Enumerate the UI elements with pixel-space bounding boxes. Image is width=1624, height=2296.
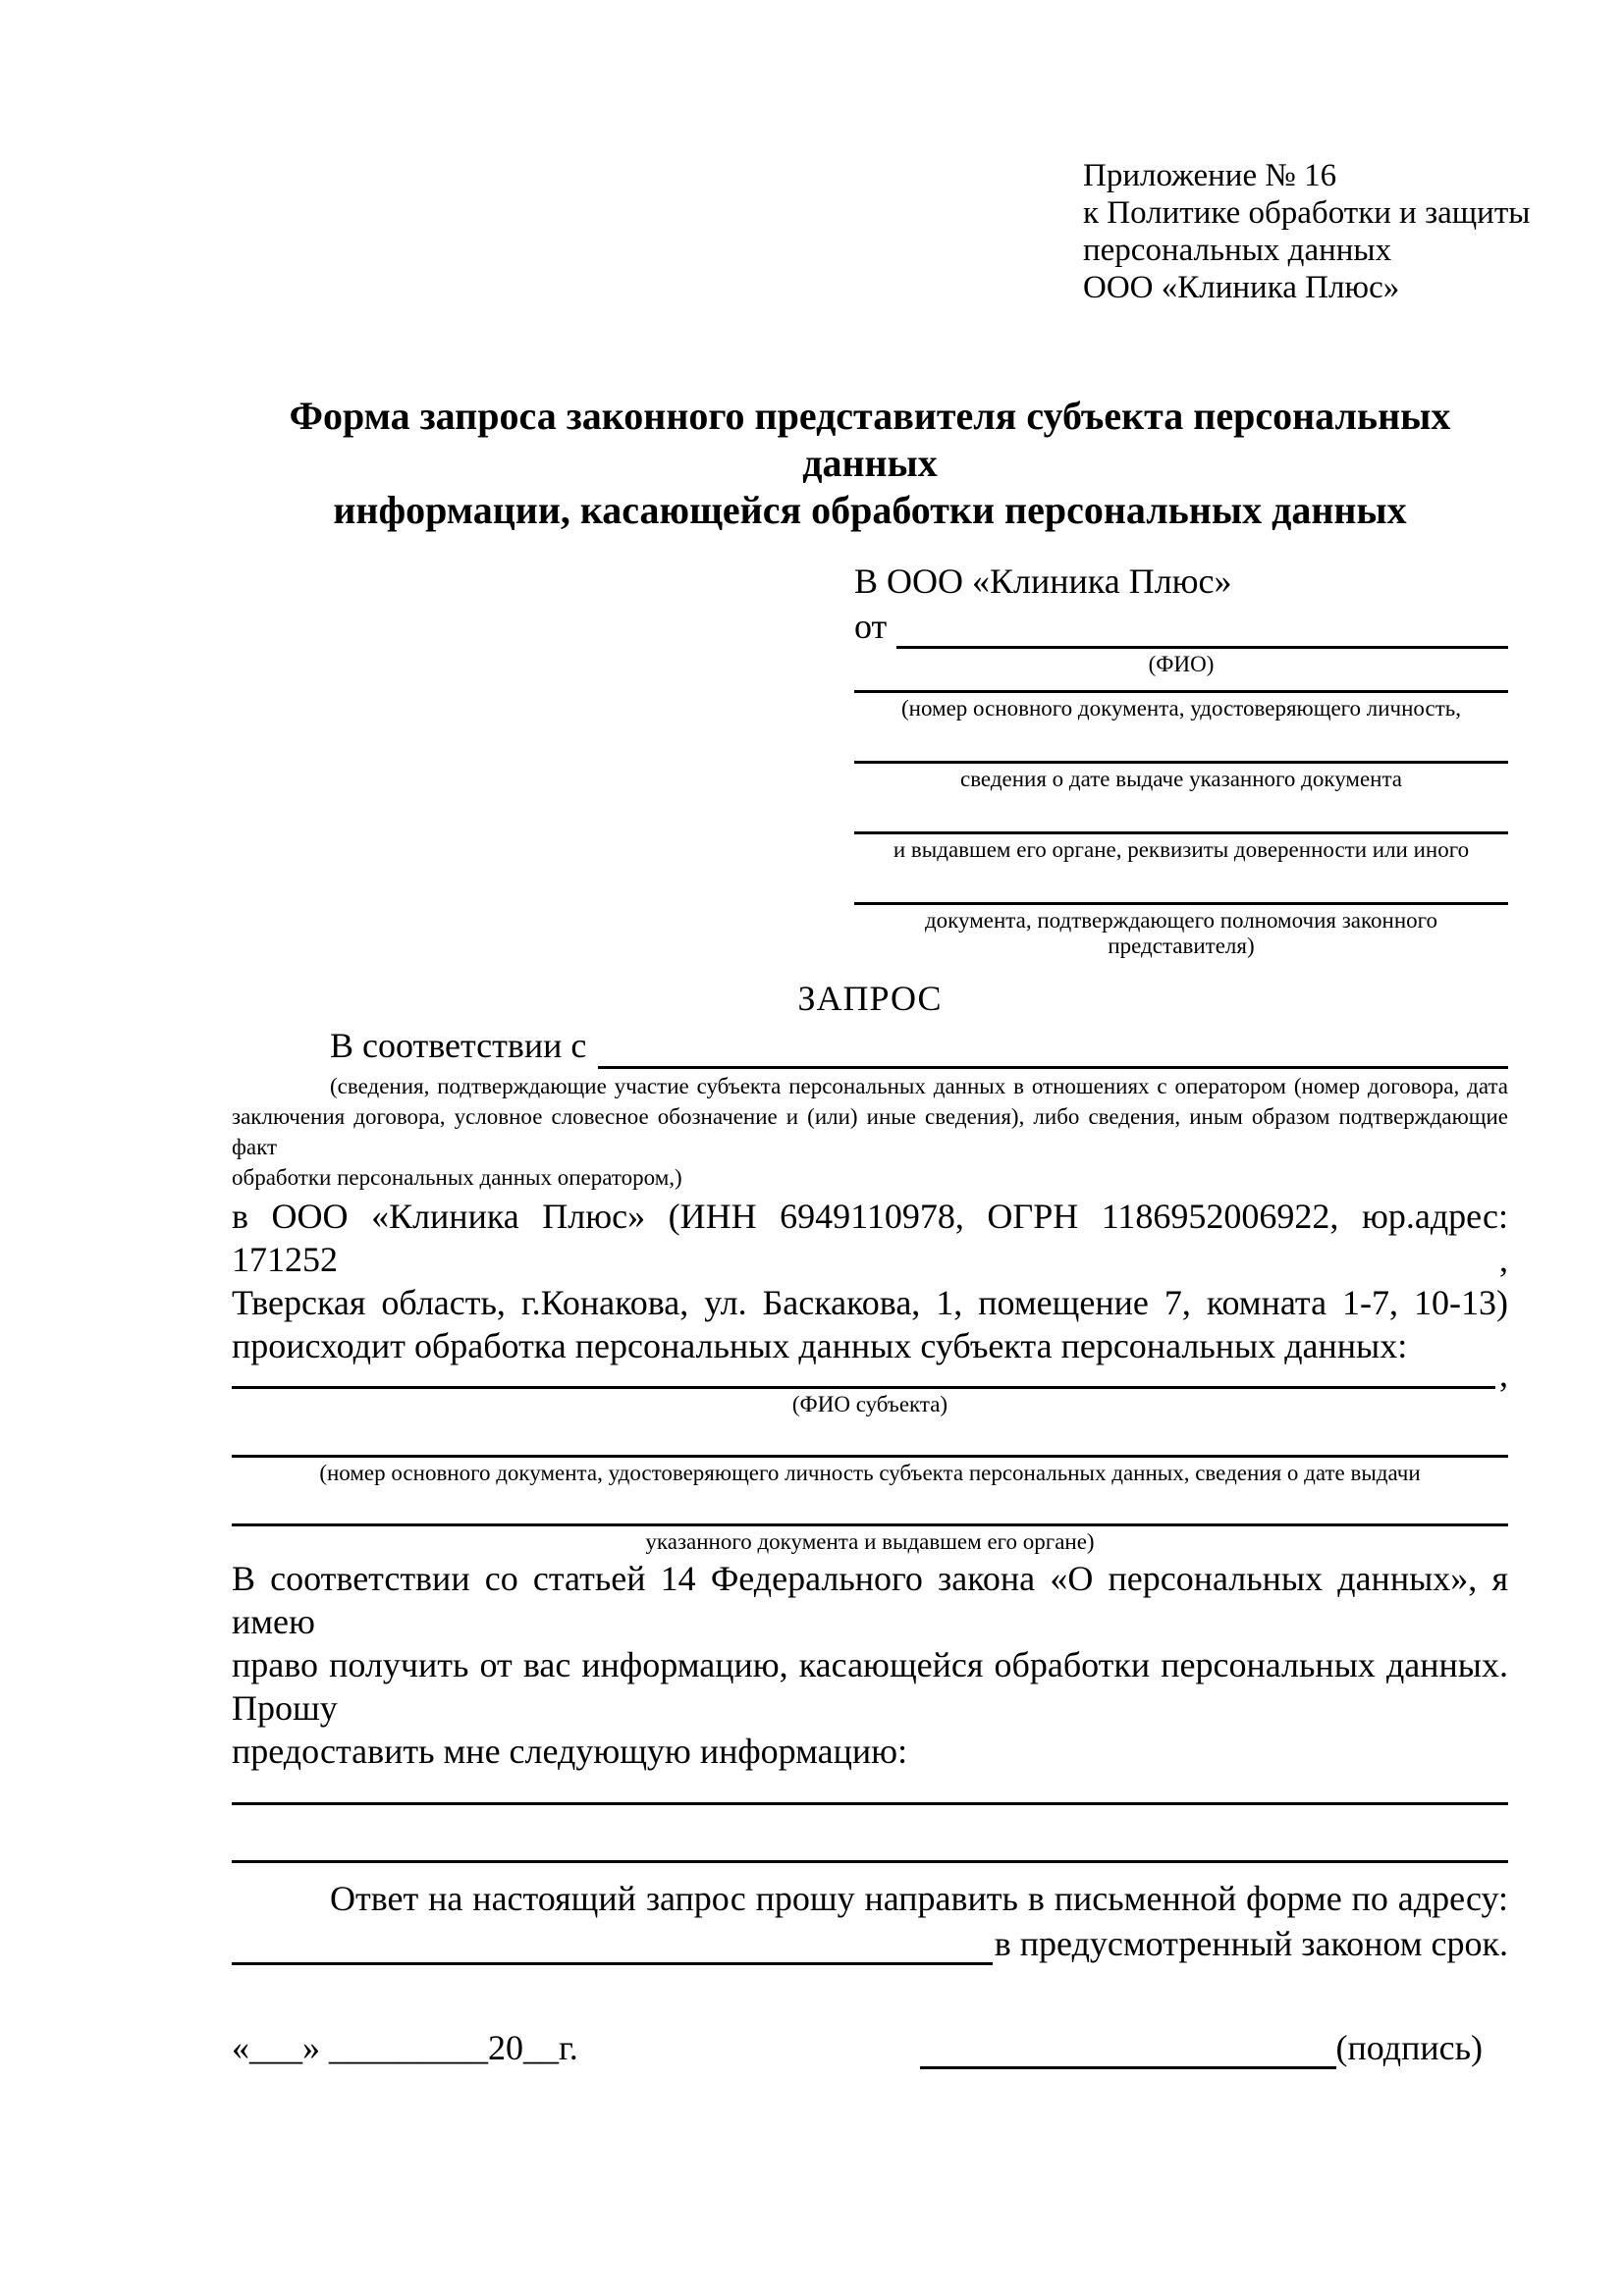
representative-fio-blank-line[interactable] — [896, 605, 1508, 649]
form-title — [232, 393, 1508, 534]
operator-paragraph-line-2: Тверская область, г.Конакова, ул. Баскакова, 1, помещение 7, комната 1-7, 10-13) — [232, 1283, 1508, 1322]
representative-doc-blank-line-3[interactable] — [854, 792, 1508, 834]
accordance-blank-line[interactable] — [598, 1024, 1508, 1069]
representative-doc-blank-line-1[interactable] — [854, 677, 1508, 693]
operator-paragraph-line-3: происходит обработка персональных данных субъекта персональных данных: — [232, 1326, 1408, 1365]
subject-doc-caption-2: указанного документа и выдавшем его органе) — [645, 1529, 1095, 1554]
form-title-line-2: информации, касающейся обработки персональных данных — [333, 488, 1407, 532]
reply-address-blank-line[interactable] — [232, 1962, 993, 1965]
appendix-header — [1083, 157, 1530, 306]
request-heading: ЗАПРОС — [797, 979, 943, 1018]
subject-fio-row — [232, 1355, 1508, 1394]
appendix-header-line-1: Приложение № 16 — [1083, 158, 1337, 193]
representative-doc-blank-line-4[interactable] — [854, 863, 1508, 905]
reply-deadline-text: в предусмотренный законом срок. — [994, 1924, 1508, 1963]
accordance-caption-line-2: заключения договора, условное словесное обозначение и (или) иные сведения), либо сведения, иным образом подтверждающие факт — [232, 1104, 1508, 1159]
fio-caption: (ФИО) — [1148, 652, 1215, 676]
info-blank-line-2[interactable] — [232, 1860, 1508, 1863]
representative-doc-blank-line-2[interactable] — [854, 721, 1508, 764]
addressee-block — [854, 560, 1508, 959]
operator-paragraph — [232, 1195, 1508, 1367]
accordance-caption — [232, 1071, 1508, 1193]
signature-caption: (подпись) — [1335, 2028, 1483, 2067]
representative-doc-caption-2: сведения о дате выдаче указанного документа — [959, 767, 1403, 791]
reply-address-row — [232, 1920, 1508, 1965]
law-paragraph-line-3: предоставить мне следующую информацию: — [232, 1732, 908, 1771]
representative-doc-caption-4: документа, подтверждающего полномочия законного представителя) — [924, 908, 1437, 958]
subject-doc-caption-1: (номер основного документа, удостоверяющего личность субъекта персональных данных, сведения о дате выдачи — [319, 1461, 1421, 1485]
from-label: от — [854, 607, 888, 646]
info-blank-line-1[interactable] — [232, 1802, 1508, 1805]
accordance-caption-line-3: обработки персональных данных оператором,) — [232, 1165, 682, 1190]
operator-paragraph-line-1: в ООО «Клиника Плюс» (ИНН 6949110978, ОГРН 1186952006922, юр.адрес: 171252 , — [232, 1197, 1508, 1279]
footer-row — [232, 2026, 1508, 2069]
subject-fio-blank-line[interactable] — [232, 1367, 1495, 1389]
from-row — [854, 605, 1508, 649]
addressee-company: В ООО «Клиника Плюс» — [854, 561, 1232, 601]
appendix-header-line-2: к Политике обработки и защиты — [1083, 195, 1531, 231]
signature-group — [920, 2026, 1483, 2069]
reply-address-text: Ответ на настоящий запрос прошу направить в письменной форме по адресу: — [330, 1879, 1508, 1918]
subject-doc-blank-line-1[interactable] — [232, 1417, 1508, 1458]
trailing-comma: , — [1499, 1355, 1508, 1394]
subject-fio-caption: (ФИО субъекта) — [791, 1392, 948, 1416]
accordance-row — [232, 1024, 1508, 1069]
date-field[interactable]: «___» _________20__г. — [232, 2028, 578, 2067]
signature-blank-line[interactable] — [920, 2027, 1336, 2069]
subject-doc-blank-line-2[interactable] — [232, 1486, 1508, 1526]
representative-doc-caption-1: (номер основного документа, удостоверяющего личность, — [900, 696, 1461, 721]
law-paragraph-line-2: право получить от вас информацию, касающейся обработки персональных данных. Прошу — [232, 1645, 1508, 1728]
appendix-header-line-4: ООО «Клиника Плюс» — [1083, 270, 1400, 305]
law-paragraph — [232, 1557, 1508, 1773]
form-title-line-1: Форма запроса законного представителя субъекта персональных данных — [289, 394, 1451, 485]
accordance-label: В соответствии с — [330, 1026, 587, 1065]
representative-doc-caption-3: и выдавшем его органе, реквизиты доверенности или иного — [893, 837, 1470, 862]
appendix-header-line-3: персональных данных — [1083, 233, 1392, 268]
law-paragraph-line-1: В соответствии со статьей 14 Федерального закона «О персональных данных», я имею — [232, 1559, 1508, 1641]
accordance-caption-line-1: (сведения, подтверждающие участие субъекта персональных данных в отношениях с оператором (номер договора, дата — [330, 1074, 1508, 1098]
